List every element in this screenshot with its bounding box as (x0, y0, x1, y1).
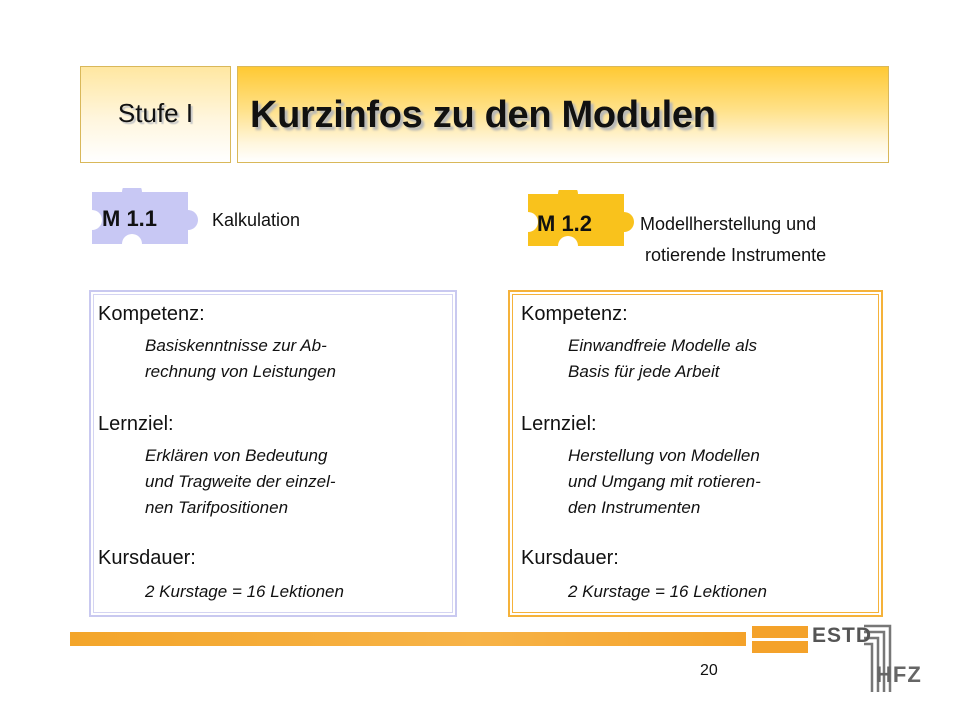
lernziel-heading-m12: Lernziel: (521, 413, 597, 435)
module-name-m12-line2: rotierende Instrumente (645, 245, 827, 265)
logo-orange-stripe (752, 626, 808, 638)
lernziel-line-m11: und Tragweite der einzel- (145, 472, 336, 491)
kursdauer-heading-m12: Kursdauer: (521, 547, 619, 569)
lernziel-line-m11: nen Tarifpositionen (145, 498, 289, 517)
kursdauer-heading-m11: Kursdauer: (98, 547, 196, 569)
lernziel-line-m12: und Umgang mit rotieren- (568, 472, 761, 491)
kompetenz-line-m12: Basis für jede Arbeit (568, 362, 720, 381)
kompetenz-line-m12: Einwandfreie Modelle als (568, 336, 757, 355)
module-code-m12: M 1.2 (537, 211, 593, 236)
kursdauer-value-m11: 2 Kurstage = 16 Lektionen (145, 582, 344, 601)
module-name-m12-line1: Modellherstellung und (640, 214, 817, 234)
level-label: Stufe I (117, 98, 194, 128)
kompetenz-heading-m11: Kompetenz: (98, 303, 205, 325)
kursdauer-value-m12: 2 Kurstage = 16 Lektionen (568, 582, 767, 601)
kompetenz-line-m11: rechnung von Leistungen (145, 362, 336, 381)
footer-accent-bar (70, 632, 746, 646)
logo-orange-stripe (752, 641, 808, 653)
page-number: 20 (700, 662, 718, 679)
logo-hfz: HFZ (876, 662, 922, 687)
lernziel-heading-m11: Lernziel: (98, 413, 174, 435)
logo-estd: ESTD (812, 624, 873, 647)
page-title: Kurzinfos zu den Modulen (250, 94, 716, 136)
lernziel-line-m12: den Instrumenten (568, 498, 701, 517)
kompetenz-heading-m12: Kompetenz: (521, 303, 628, 325)
lernziel-line-m11: Erklären von Bedeutung (145, 446, 328, 465)
module-code-m11: M 1.1 (102, 206, 158, 231)
module-name-m11: Kalkulation (212, 210, 301, 230)
lernziel-line-m12: Herstellung von Modellen (568, 446, 760, 465)
kompetenz-line-m11: Basiskenntnisse zur Ab- (145, 336, 327, 355)
